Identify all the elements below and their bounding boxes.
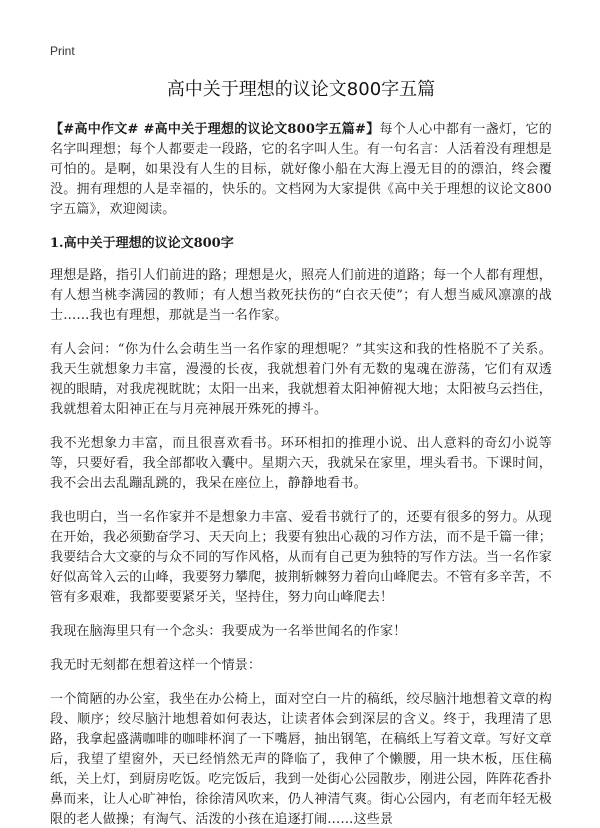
print-link[interactable]: Print	[50, 44, 75, 58]
body-paragraph: 我现在脑海里只有一个念头：我要成为一名举世闻名的作家！	[50, 624, 407, 639]
body-paragraph: 有人会问：“你为什么会萌生当一名作家的理想呢？”其实这和我的性格脱不了关系。我天生就想象力丰富，漫漫的长夜，我就想着门外有无数的鬼魂在游荡，它们有双透 视的眼睛，对我虎视眈眈；太阳一出来，我就想着太阳神俯视大地；太阳被乌云挡住，我就想着太阳神正在与月亮神展开殊死的搏斗。	[50, 342, 552, 417]
intro-text: 每个人心中都有一盏灯，它的名字叫理想；每个人都要走一段路，它的名字叫人生。有一句名言：人活着没有理想是可怕的。是啊，如果没有人生的目标，就好像小船在大海上漫无目的的漂泊，终会覆没。拥有理想的人是幸福的，快乐的。文档网为大家提供《高中关于理想的议论文800字五篇》，欢迎阅读。	[50, 122, 552, 217]
body-paragraph: 一个简陋的办公室，我坐在办公椅上，面对空白一片的稿纸，绞尽脑汁地想着文章的构段、顺序；绞尽脑汁地想着如何表达，让读者体会到深层的含义。终于，我理清了思路，我拿起盛满咖啡的咖啡杯润了一下嘴唇，抽出钢笔，在稿纸上写着文章。写好文章后，我望了望窗外，天已经悄然无声的降临了，我伸了个懒腰，用一块木板，压住稿纸，关上灯，到厨房吃饭。吃完饭后，我到一处街心公园散步，刚进公园，阵阵花香扑鼻而来，让人心旷神怡，徐徐清风吹来，仍人神清气爽。街心公园内，有老而年轻无极限的老人做操；有淘气、活泼的小孩在追逐打闹……这些景	[50, 692, 552, 827]
page-title: 高中关于理想的议论文800字五篇	[166, 79, 436, 100]
intro-paragraph	[50, 120, 552, 220]
section-heading: 1.高中关于理想的议论文800字	[50, 236, 234, 251]
intro-tags: 【#高中作文# #高中关于理想的议论文800字五篇#】	[50, 122, 380, 137]
body-paragraph: 我也明白，当一名作家并不是想象力丰富、爱看书就行了的，还要有很多的努力。从现在开始，我必须勤奋学习、天天向上；我要有独出心裁的习作方法，而不是千篇一律；我要结合大文豪的与众不同的写作风格，从而有自己更为独特的写作方法。当一名作家好似高耸入云的山峰，我要努力攀爬，披荆斩棘努力着向山峰爬去。不管有多辛苦，不管有多艰难，我都要要紧牙关，坚持住，努力向山峰爬去！	[50, 510, 552, 605]
body-paragraph: 理想是路，指引人们前进的路；理想是火，照亮人们前进的道路；每一个人都有理想，有人想当桃李满园的教师；有人想当救死扶伤的“白衣天使”；有人想当威风凛凛的战士……我也有理想，那就是当一名作家。	[50, 268, 552, 323]
body-paragraph: 我无时无刻都在想着这样一个情景：	[50, 658, 262, 673]
body-paragraph: 我不光想象力丰富，而且很喜欢看书。环环相扣的推理小说、出人意料的奇幻小说等等，只要好看，我全部都收入囊中。星期六天，我就呆在家里，埋头看书。下课时间，我不会出去乱蹦乱跳的，我呆在座位上，静静地看书。	[50, 436, 552, 491]
